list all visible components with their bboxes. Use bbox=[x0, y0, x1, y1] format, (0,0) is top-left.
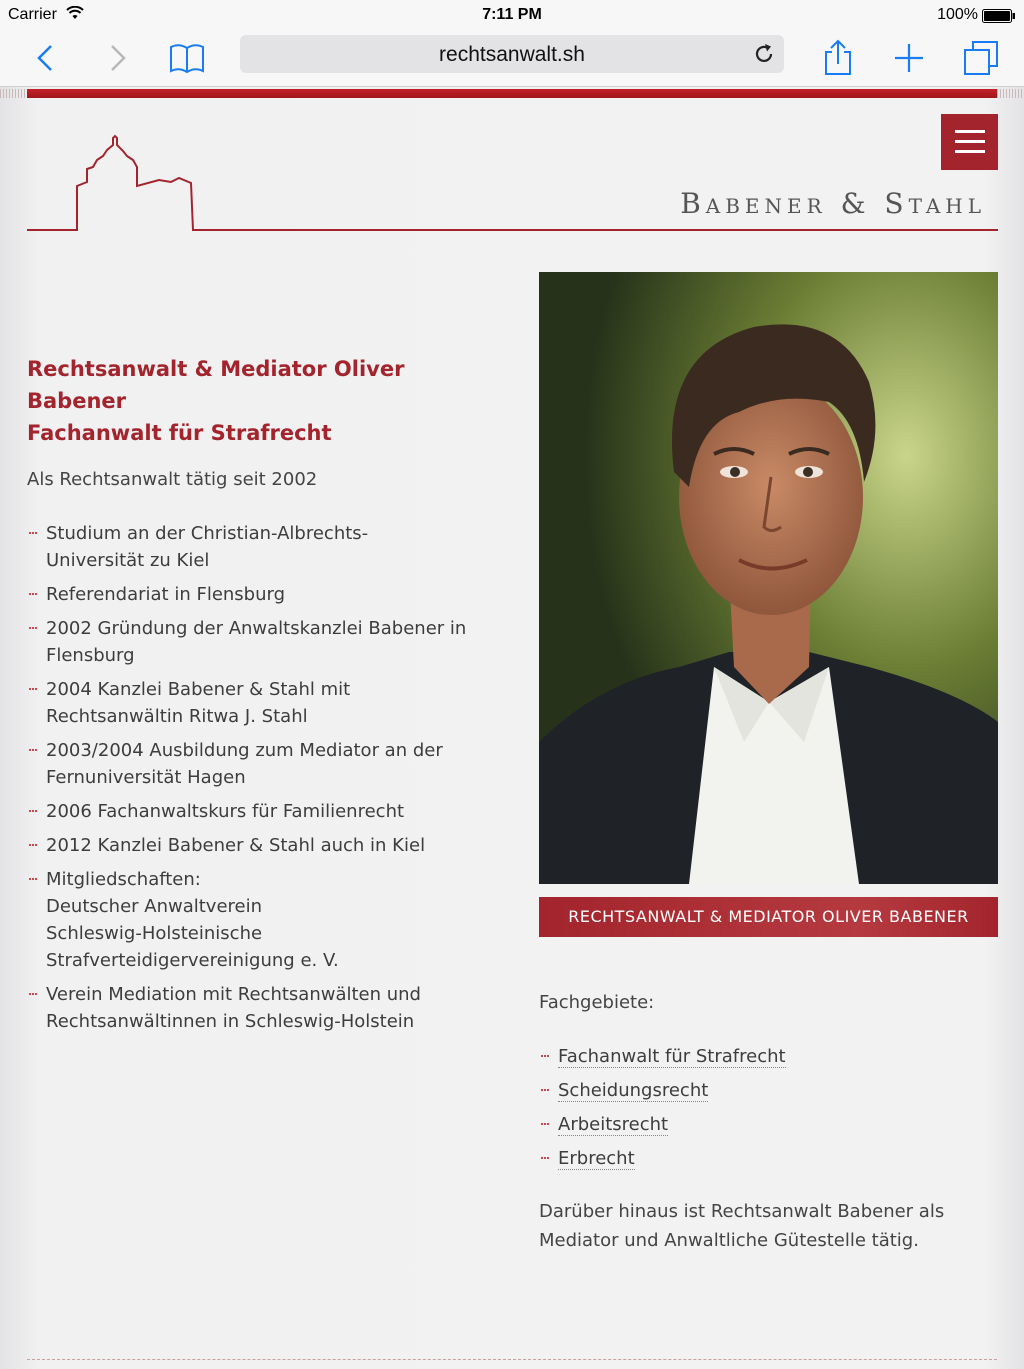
list-item: 2006 Fachanwaltskurs für Familienrecht bbox=[27, 798, 497, 825]
practice-area-link[interactable]: Fachanwalt für Strafrecht bbox=[558, 1046, 786, 1067]
portrait-photo bbox=[539, 272, 998, 884]
profile-text bbox=[27, 353, 497, 1042]
fachgebiete-section bbox=[539, 992, 998, 1255]
footer-divider bbox=[27, 1359, 997, 1360]
portrait-illustration bbox=[539, 272, 998, 884]
practice-since: Als Rechtsanwalt tätig seit 2002 bbox=[27, 469, 318, 490]
browser-toolbar bbox=[0, 30, 1024, 87]
url-text: rechtsanwalt.sh bbox=[439, 43, 585, 66]
practice-area-link[interactable]: Scheidungsrecht bbox=[558, 1080, 709, 1101]
career-list bbox=[27, 520, 497, 1035]
hamburger-icon bbox=[955, 150, 985, 153]
closing-paragraph: Darüber hinaus ist Rechtsanwalt Babener als Mediator und Anwaltliche Gütestelle tätig. bbox=[539, 1201, 945, 1251]
tabs-icon[interactable] bbox=[961, 38, 1001, 78]
battery-icon bbox=[982, 9, 1016, 23]
header-red-bar bbox=[27, 89, 997, 98]
header-stripes-right bbox=[997, 89, 1024, 98]
page-title bbox=[27, 353, 497, 449]
title-line-1: Rechtsanwalt & Mediator Oliver Babener bbox=[27, 357, 405, 413]
forward-icon[interactable] bbox=[97, 38, 137, 78]
menu-button[interactable] bbox=[941, 114, 998, 170]
new-tab-icon[interactable] bbox=[889, 38, 929, 78]
header-stripes-left bbox=[0, 89, 27, 98]
list-item: Verein Mediation mit Rechtsanwälten und Rechtsanwältinnen in Schleswig-Holstein bbox=[27, 981, 497, 1035]
list-item: 2003/2004 Ausbildung zum Mediator an der Fernuniversität Hagen bbox=[27, 737, 497, 791]
address-bar[interactable] bbox=[240, 35, 784, 73]
back-icon[interactable] bbox=[26, 38, 66, 78]
hamburger-icon bbox=[955, 140, 985, 143]
practice-area-link[interactable]: Erbrecht bbox=[558, 1148, 635, 1169]
list-item bbox=[539, 1145, 998, 1172]
share-icon[interactable] bbox=[818, 38, 858, 78]
bookmarks-icon[interactable] bbox=[167, 38, 207, 78]
list-item bbox=[539, 1043, 998, 1070]
list-item: 2012 Kanzlei Babener & Stahl auch in Kiel bbox=[27, 832, 497, 859]
practice-area-link[interactable]: Arbeitsrecht bbox=[558, 1114, 669, 1135]
list-item: 2002 Gründung der Anwaltskanzlei Babener in Flensburg bbox=[27, 615, 497, 669]
list-item: 2004 Kanzlei Babener & Stahl mit Rechtsanwältin Ritwa J. Stahl bbox=[27, 676, 497, 730]
list-item: Studium an der Christian-Albrechts- Universität zu Kiel bbox=[27, 520, 497, 574]
fachgebiete-label: Fachgebiete: bbox=[539, 992, 655, 1013]
list-item bbox=[539, 1111, 998, 1138]
list-item bbox=[539, 1077, 998, 1104]
hamburger-icon bbox=[955, 130, 985, 133]
list-item: Referendariat in Flensburg bbox=[27, 581, 497, 608]
list-item: Mitgliedschaften: Deutscher Anwaltverein Schleswig-Holsteinische Strafverteidigervereinigung e. V. bbox=[27, 866, 497, 974]
web-page bbox=[0, 87, 1024, 1369]
clock: 7:11 PM bbox=[482, 6, 542, 23]
title-line-2: Fachanwalt für Strafrecht bbox=[27, 421, 332, 445]
portrait-caption: RECHTSANWALT & MEDIATOR OLIVER BABENER bbox=[539, 897, 998, 937]
battery-percent: 100% bbox=[937, 6, 978, 23]
carrier-label: Carrier bbox=[8, 6, 57, 23]
practice-areas-list bbox=[539, 1043, 998, 1172]
reload-icon[interactable] bbox=[752, 42, 776, 66]
brand-name[interactable]: Babener & Stahl bbox=[680, 187, 986, 220]
status-bar bbox=[0, 0, 1024, 30]
